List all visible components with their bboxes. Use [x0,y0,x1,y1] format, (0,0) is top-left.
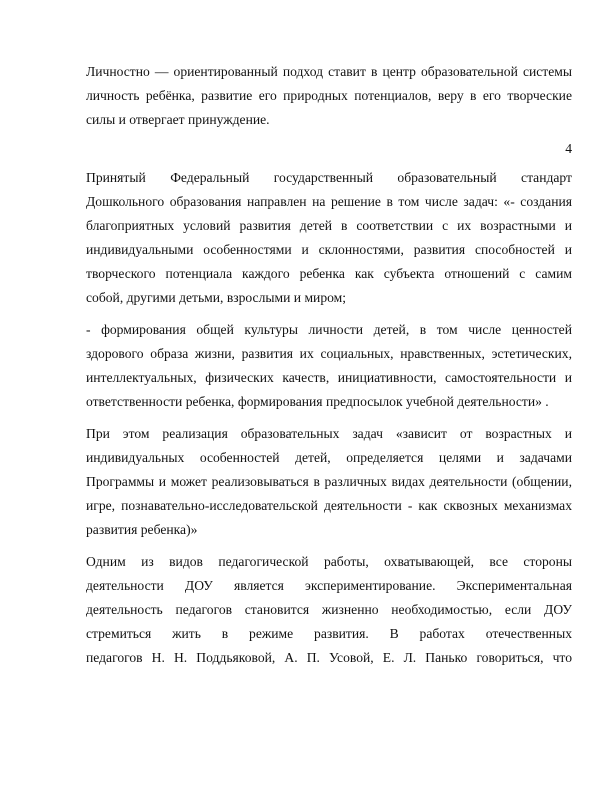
paragraph-1 [86,60,572,132]
text-line: Принятый Федеральный государственный образовательный стандарт [86,170,572,185]
text-line: индивидуальных особенностей детей, определяется целями и задачами [86,450,572,465]
text-line: При этом реализация образовательных задач «зависит от возрастных и [86,426,572,441]
text-line: стремиться жить в режиме развития. В работах отечественных [86,626,572,641]
text-line: педагогов Н. Н. Поддьяковой, А. П. Усовой, Е. Л. Панько говориться, что [86,650,572,665]
text-line: здорового образа жизни, развития их социальных, нравственных, эстетических, [86,346,572,361]
paragraph-4 [86,422,572,542]
text-line: личность ребёнка, развитие его природных потенциалов, веру в его творческие [86,88,572,103]
paragraph-gap [86,542,572,550]
text-line: ответственности ребенка, формирования предпосылок учебной деятельности» . [86,394,549,409]
paragraph-2 [86,166,572,310]
text-line: интеллектуальных, физических качеств, инициативности, самостоятельности и [86,370,572,385]
text-line: благоприятных условий развития детей в соответствии с их возрастными и [86,218,572,233]
paragraph-5 [86,550,572,670]
text-line: игре, познавательно-исследовательской деятельности - как сквозных механизмах [86,498,572,513]
paragraph-3 [86,318,572,414]
text-line: творческого потенциала каждого ребенка как субъекта отношений с самим [86,266,572,281]
text-line: Одним из видов педагогической работы, охватывающей, все стороны [86,554,572,569]
text-line: деятельность педагогов становится жизненно необходимостью, если ДОУ [86,602,572,617]
text-line: собой, другими детьми, взрослыми и миром; [86,290,347,305]
text-line: силы и отвергает принуждение. [86,112,270,127]
paragraph-gap [86,414,572,422]
text-line: Личностно — ориентированный подход ставит в центр образовательной системы [86,64,572,79]
document-page [86,60,572,780]
text-line: Дошкольного образования направлен на решение в том числе задач: «- создания [86,194,572,209]
text-line: индивидуальными особенностями и склонностями, развития способностей и [86,242,572,257]
paragraph-gap [86,310,572,318]
text-line: Программы и может реализовываться в различных видах деятельности (общении, [86,474,572,489]
page-number: 4 [565,141,572,156]
text-line: деятельности ДОУ является экспериментирование. Экспериментальная [86,578,572,593]
text-line: - формирования общей культуры личности детей, в том числе ценностей [86,322,572,337]
text-line: развития ребенка)» [86,522,198,537]
